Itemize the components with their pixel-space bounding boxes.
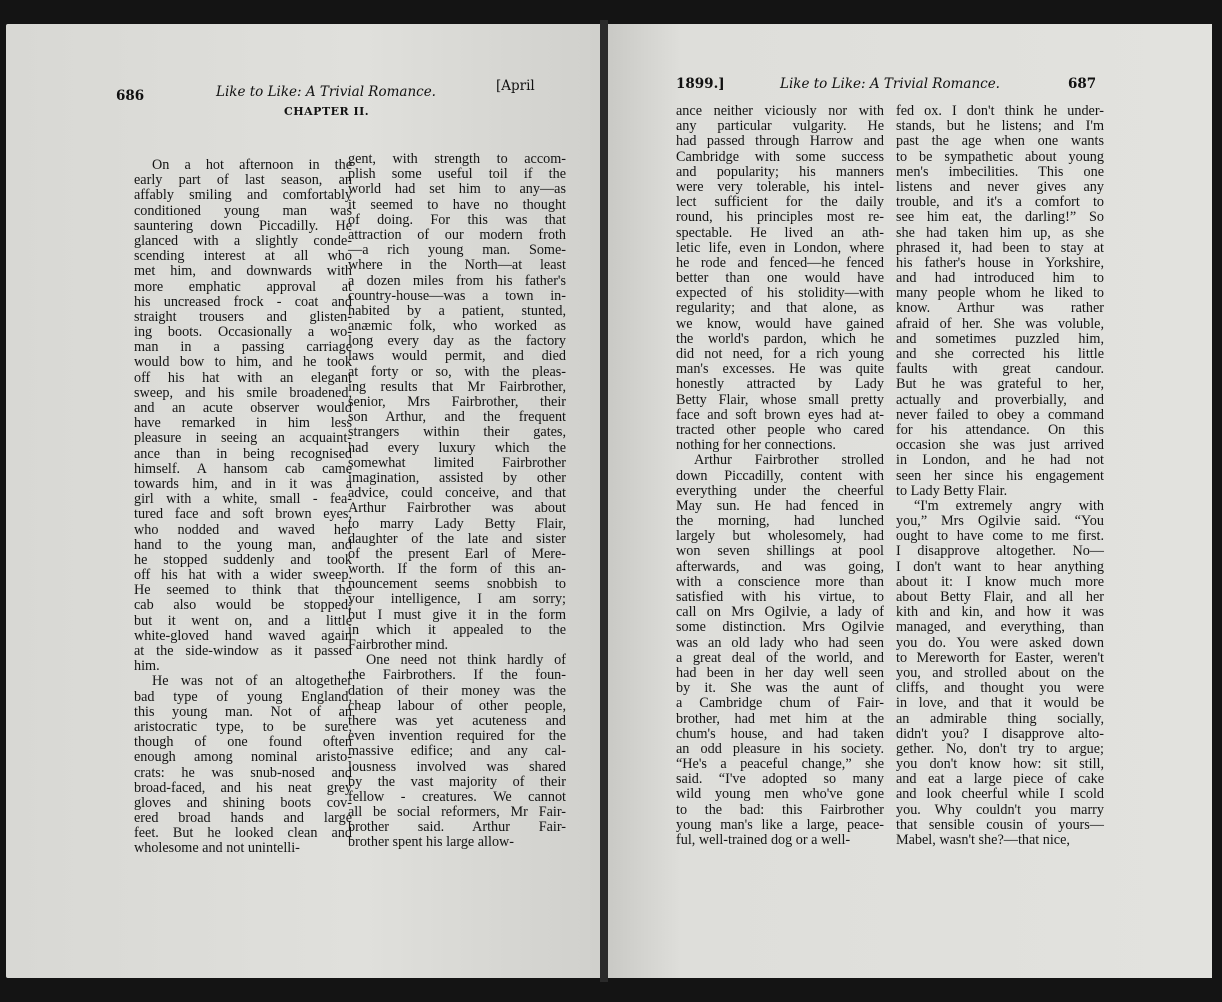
text-line: affably smiling and comfortably <box>134 187 352 204</box>
text-line: did not need, for a rich young <box>676 346 884 362</box>
text-line: crats: he was snub-nosed and <box>134 764 352 781</box>
text-line: Fairbrother mind. <box>348 637 449 653</box>
text-line: brother said. Arthur Fair- <box>348 819 566 836</box>
text-line: all be social reformers, Mr Fair- <box>348 804 566 821</box>
text-line: off his hat with an elegant <box>134 369 352 386</box>
text-line: aristocratic type, to be sure, <box>134 718 352 735</box>
text-line: Cambridge with some success <box>676 148 884 165</box>
text-line: by the vast majority of their <box>348 773 566 790</box>
text-line: seen her since his engagement <box>896 467 1104 484</box>
text-line: afterwards, and was going, <box>676 558 884 575</box>
text-line: the world's pardon, which he <box>676 330 884 347</box>
text-line: regularity; and that alone, as <box>676 300 884 317</box>
text-line: of doing. For this was that <box>348 211 566 228</box>
text-line: and had introduced him to <box>896 270 1104 287</box>
text-line: with a conscience more than <box>676 573 884 590</box>
text-line: about Betty Flair, and all her <box>896 589 1104 605</box>
text-line: face and soft brown eyes had at- <box>676 406 884 423</box>
text-line: But he was grateful to her, <box>896 376 1104 393</box>
text-line: had passed through Harrow and <box>676 133 884 150</box>
text-line: tracted other people who cared <box>676 421 884 438</box>
text-line: stands, but he listens; and I'm <box>896 118 1104 135</box>
text-line: early part of last season, an <box>134 172 352 189</box>
text-line: He was not of an altogether <box>152 673 352 690</box>
text-line: “He's a peaceful change,” she <box>676 756 884 773</box>
text-line: about it: I know much more <box>896 573 1104 590</box>
text-line: long every day as the factory <box>348 333 566 350</box>
text-line: better than one would have <box>676 270 884 287</box>
text-line: to Lady Betty Flair. <box>896 482 1008 499</box>
text-line: cliffs, and thought you were <box>896 680 1104 697</box>
text-line: you, and strolled about on the <box>896 664 1104 681</box>
text-line: ought to have come to me first. <box>896 528 1104 545</box>
text-line: daughter of the late and sister <box>348 530 566 547</box>
text-line: Betty Flair, whose small pretty <box>676 391 884 408</box>
text-line: won seven shillings at pool <box>676 543 884 560</box>
text-line: many people whom he liked to <box>896 285 1104 302</box>
text-line: girl with a white, small - fea- <box>134 491 352 508</box>
text-line: wholesome and not unintelli- <box>134 840 300 857</box>
text-line: brother spent his large allow- <box>348 834 515 851</box>
text-line: in London, and he had not <box>896 452 1104 469</box>
left-column-1 <box>134 158 352 857</box>
text-line: strangers within their gates, <box>348 424 566 441</box>
text-line: it seemed to have no thought <box>348 196 566 213</box>
text-line: to the bad: this Fairbrother <box>676 801 884 818</box>
text-line: men's imbecilities. This one <box>896 163 1104 180</box>
text-line: even invention required for the <box>348 728 566 745</box>
text-line: brother, had met him at the <box>676 710 884 727</box>
text-line: in which it appealed to the <box>348 621 566 638</box>
text-line: he rode and fenced—he fenced <box>676 254 884 271</box>
text-line: occasion she was just arrived <box>896 437 1104 454</box>
text-line: and look cheerful while I scold <box>896 786 1104 803</box>
text-line: son Arthur, and the frequent <box>348 409 566 426</box>
text-line: trouble, and it's a comfort to <box>896 194 1104 211</box>
text-line: everything under the cheerful <box>676 482 884 499</box>
text-line: have remarked in him less <box>134 415 352 432</box>
text-line: and sometimes puzzled him, <box>896 330 1104 347</box>
text-line: afraid of her. She was voluble, <box>896 315 1104 332</box>
text-line: this young man. Not of an <box>134 703 352 720</box>
text-line: Mabel, wasn't she?—that nice, <box>896 832 1070 848</box>
text-line: to marry Lady Betty Flair, <box>348 515 566 532</box>
text-line: phrased it, had been to stay at <box>896 239 1104 256</box>
text-line: though of one found often <box>134 734 352 751</box>
left-date-mark: [April <box>496 78 535 94</box>
text-line: the Fairbrothers. If the foun- <box>348 667 566 684</box>
text-line: largely but wholesomely, had <box>676 528 884 545</box>
text-line: gether. No, don't try to argue; <box>896 740 1104 757</box>
text-line: of the present Earl of Mere- <box>348 545 566 562</box>
text-line: managed, and everything, than <box>896 619 1104 636</box>
text-line: and popularity; his manners <box>676 163 884 180</box>
text-line: know. Arthur was rather <box>896 300 1104 317</box>
text-line: One need not think hardly of <box>366 652 566 669</box>
text-line: Arthur Fairbrother was about <box>348 500 566 517</box>
text-line: in love, and that it would be <box>896 695 1104 712</box>
text-line: we know, would have gained <box>676 315 884 332</box>
text-line: an admirable thing socially, <box>896 710 1104 727</box>
text-line: a great deal of the world, and <box>676 649 884 666</box>
text-line: massive edifice; and any cal- <box>348 743 566 760</box>
text-line: man's excesses. He was quite <box>676 361 884 378</box>
text-line: you do. You were asked down <box>896 634 1104 651</box>
text-line: ance neither viciously nor with <box>676 103 884 119</box>
chapter-heading: CHAPTER II. <box>284 105 370 118</box>
text-line: advice, could conceive, and that <box>348 485 566 502</box>
text-line: never failed to obey a command <box>896 406 1104 423</box>
text-line: conditioned young man was <box>134 202 352 219</box>
text-line: sauntering down Piccadilly. He <box>134 217 352 234</box>
text-line: his uncreased frock - coat and <box>134 293 352 310</box>
text-line: an odd pleasure in his society. <box>676 740 884 757</box>
text-line: sweep, and his smile broadened, <box>134 384 352 401</box>
text-line: fed ox. I don't think he under- <box>896 103 1104 119</box>
text-line: him. <box>134 658 160 675</box>
text-line: said. “I've adopted so many <box>676 771 884 788</box>
text-line: imagination, assisted by other <box>348 469 566 486</box>
text-line: off his hat with a wider sweep. <box>134 567 352 584</box>
text-line: some distinction. Mrs Ogilvie <box>676 619 884 636</box>
text-line: his father's house in Yorkshire, <box>896 254 1104 271</box>
text-line: you. Why couldn't you marry <box>896 801 1104 818</box>
text-line: expected of his stolidity—with <box>676 285 884 302</box>
text-line: were very tolerable, his intel- <box>676 178 884 195</box>
text-line: worth. If the form of this an- <box>348 561 566 578</box>
text-line: he stopped suddenly and took <box>134 551 352 568</box>
text-line: tured face and soft brown eyes, <box>134 506 352 523</box>
text-line: lousness involved was shared <box>348 758 566 775</box>
text-line: a Cambridge chum of Fair- <box>676 695 884 712</box>
right-running-title: Like to Like: A Trivial Romance. <box>780 76 1000 92</box>
text-line: ing results that Mr Fairbrother, <box>348 378 566 395</box>
text-line: more emphatic approval at <box>134 278 352 295</box>
text-line: but it went on, and a little <box>134 612 352 629</box>
text-line: cheap labour of other people, <box>348 697 566 714</box>
text-line: nouncement seems snobbish to <box>348 576 566 593</box>
text-line: glanced with a slightly conde- <box>134 232 352 249</box>
text-line: the morning, had lunched <box>676 513 884 530</box>
text-line: scending interest at all who <box>134 248 352 265</box>
text-line: “I'm extremely angry with <box>914 497 1104 514</box>
text-line: listens and never gives any <box>896 178 1104 195</box>
text-line: any particular vulgarity. He <box>676 118 884 135</box>
text-line: met him, and downwards with <box>134 263 352 280</box>
left-running-title: Like to Like: A Trivial Romance. <box>216 84 436 100</box>
text-line: satisfied with his virtue, to <box>676 589 884 605</box>
text-line: On a hot afternoon in the <box>152 157 352 173</box>
text-line: attraction of our modern froth <box>348 226 566 243</box>
text-line: plish some useful toil if the <box>348 166 566 183</box>
text-line: I disapprove altogether. No— <box>896 543 1104 560</box>
text-line: ered broad hands and large <box>134 810 352 827</box>
text-line: feet. But he looked clean and <box>134 825 352 842</box>
text-line: anæmic folk, who worked as <box>348 318 566 335</box>
text-line: ful, well-trained dog or a well- <box>676 832 851 848</box>
text-line: gloves and shining boots cov- <box>134 794 352 811</box>
text-line: where in the North—at least <box>348 257 566 274</box>
text-line: had every luxury which the <box>348 439 566 456</box>
text-line: broad-faced, and his neat grey <box>134 779 352 796</box>
right-page-number: 687 <box>1068 76 1097 92</box>
text-line: —a rich young man. Some- <box>348 242 566 259</box>
text-line: down Piccadilly, content with <box>676 467 884 484</box>
text-line: straight trousers and glisten- <box>134 308 352 325</box>
text-line: had been in her day well seen <box>676 664 884 681</box>
text-line: young man's like a large, peace- <box>676 816 884 833</box>
right-column-2 <box>896 104 1104 848</box>
text-line: nothing for her connections. <box>676 437 836 454</box>
text-line: ing boots. Occasionally a wo- <box>134 324 352 341</box>
text-line: dation of their money was the <box>348 682 566 699</box>
text-line: honestly attracted by Lady <box>676 376 884 393</box>
text-line: chum's house, and had taken <box>676 725 884 742</box>
text-line: and an acute observer would <box>134 400 352 416</box>
text-line: gent, with strength to accom- <box>348 151 566 167</box>
text-line: but I must give it in the form <box>348 606 566 623</box>
text-line: fellow - creatures. We cannot <box>348 788 566 805</box>
text-line: country-house—was a town in- <box>348 287 566 304</box>
text-line: kith and kin, and how it was <box>896 604 1104 621</box>
text-line: man in a passing carriage <box>134 339 352 356</box>
text-line: wild young men who've gone <box>676 786 884 803</box>
text-line: actually and proverbially, and <box>896 391 1104 408</box>
text-line: by it. She was the aunt of <box>676 680 884 697</box>
right-column-1 <box>676 104 884 848</box>
text-line: white-gloved hand waved again <box>134 627 352 644</box>
text-line: faults with great candour. <box>896 361 1104 378</box>
text-line: who nodded and waved her <box>134 521 352 538</box>
text-line: at forty or so, with the pleas- <box>348 363 566 380</box>
text-line: hand to the young man, and <box>134 536 352 553</box>
text-line: there was yet acuteness and <box>348 712 566 729</box>
text-line: May sun. He had fenced in <box>676 497 884 514</box>
text-line: to Mereworth for Easter, weren't <box>896 649 1104 666</box>
text-line: world had set him to any—as <box>348 181 566 198</box>
text-line: would bow to him, and he took <box>134 354 352 371</box>
text-line: cab also would be stopped; <box>134 597 352 614</box>
right-date-mark: 1899.] <box>676 76 725 92</box>
text-line: you don't know how: sit still, <box>896 756 1104 773</box>
text-line: I don't want to hear anything <box>896 558 1104 575</box>
text-line: letic life, even in London, where <box>676 239 884 256</box>
text-line: somewhat limited Fairbrother <box>348 454 566 471</box>
text-line: a dozen miles from his father's <box>348 272 566 289</box>
text-line: himself. A hansom cab came <box>134 460 352 477</box>
text-line: she had taken him up, as she <box>896 224 1104 241</box>
text-line: you,” Mrs Ogilvie said. “You <box>896 513 1104 530</box>
text-line: enough among nominal aristo- <box>134 749 352 766</box>
text-line: towards him, and in it was a <box>134 475 352 492</box>
text-line: round, his principles most re- <box>676 209 884 226</box>
text-line: habited by a patient, stunted, <box>348 302 566 319</box>
text-line: ance than in being recognised <box>134 445 352 462</box>
text-line: at the side-window as it passed <box>134 643 352 659</box>
text-line: He seemed to think that the <box>134 582 352 599</box>
text-line: and she corrected his little <box>896 346 1104 362</box>
text-line: call on Mrs Ogilvie, a lady of <box>676 604 884 621</box>
text-line: that sensible cousin of yours— <box>896 816 1104 833</box>
text-line: was an old lady who had seen <box>676 634 884 651</box>
left-column-2 <box>348 152 566 851</box>
text-line: bad type of young England, <box>134 688 352 705</box>
left-page-number: 686 <box>116 88 145 104</box>
text-line: didn't you? I disapprove alto- <box>896 725 1104 742</box>
text-line: your intelligence, I am sorry; <box>348 591 566 608</box>
text-line: to be sympathetic about young <box>896 148 1104 165</box>
text-line: pleasure in seeing an acquaint- <box>134 430 352 447</box>
text-line: lect sufficient for the daily <box>676 194 884 211</box>
text-line: laws would permit, and died <box>348 348 566 365</box>
text-line: spectable. He lived an ath- <box>676 224 884 241</box>
book-gutter <box>600 20 608 982</box>
text-line: Arthur Fairbrother strolled <box>694 452 884 469</box>
text-line: senior, Mrs Fairbrother, their <box>348 394 566 410</box>
text-line: see him eat, the darling!” So <box>896 209 1104 226</box>
text-line: for his attendance. On this <box>896 421 1104 438</box>
text-line: past the age when one wants <box>896 133 1104 150</box>
text-line: and eat a large piece of cake <box>896 771 1104 788</box>
